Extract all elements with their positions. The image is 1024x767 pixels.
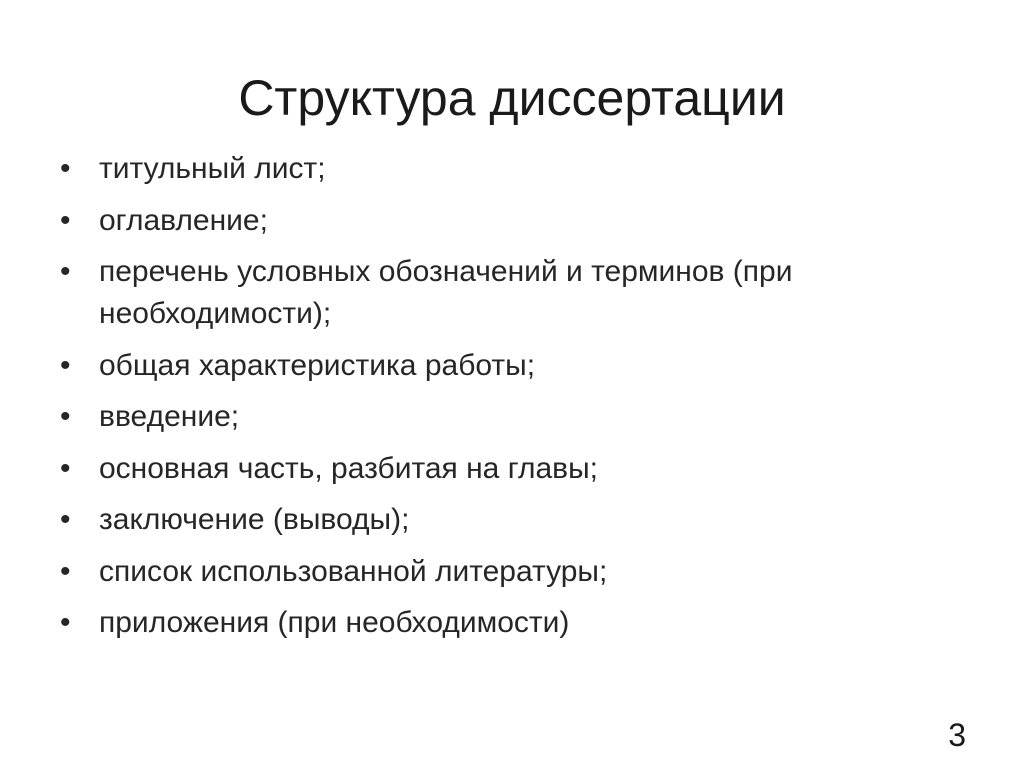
- list-item-title-page: [60, 148, 980, 190]
- list-item-text: основная часть, разбитая на главы;: [99, 451, 599, 485]
- bullet-icon: •: [60, 203, 71, 237]
- bullet-icon: •: [60, 606, 71, 639]
- bullet-list: [60, 148, 980, 654]
- list-item-text: общая характеристика работы;: [99, 348, 536, 382]
- bullet-icon: •: [60, 503, 71, 536]
- bullet-icon: •: [60, 554, 71, 588]
- slide-title: Структура диссертации: [238, 70, 786, 126]
- bullet-icon: •: [60, 348, 71, 382]
- bullet-icon: •: [60, 255, 71, 288]
- list-item-text: заключение (выводы);: [99, 503, 410, 536]
- list-item-text: титульный лист;: [99, 152, 326, 185]
- bullet-icon: •: [60, 400, 71, 433]
- list-item-text: оглавление;: [99, 203, 268, 237]
- list-item-conclusion: [60, 499, 980, 541]
- list-item-text: приложения (при необходимости): [99, 606, 570, 639]
- list-item-text: список использованной литературы;: [99, 554, 608, 588]
- slide-number: 3: [948, 717, 966, 753]
- list-item-contents: [60, 200, 980, 242]
- list-item-general-description: [60, 345, 980, 387]
- list-item-text: перечень условных обозначений и терминов (при необходимости);: [99, 255, 793, 330]
- list-item-appendices: [60, 602, 980, 644]
- bullet-icon: •: [60, 451, 71, 485]
- list-item-introduction: [60, 396, 980, 438]
- list-item-abbreviations: [60, 251, 980, 335]
- list-item-text: введение;: [99, 400, 240, 433]
- list-item-references: [60, 551, 980, 593]
- list-item-main-part: [60, 448, 980, 490]
- bullet-icon: •: [60, 152, 71, 185]
